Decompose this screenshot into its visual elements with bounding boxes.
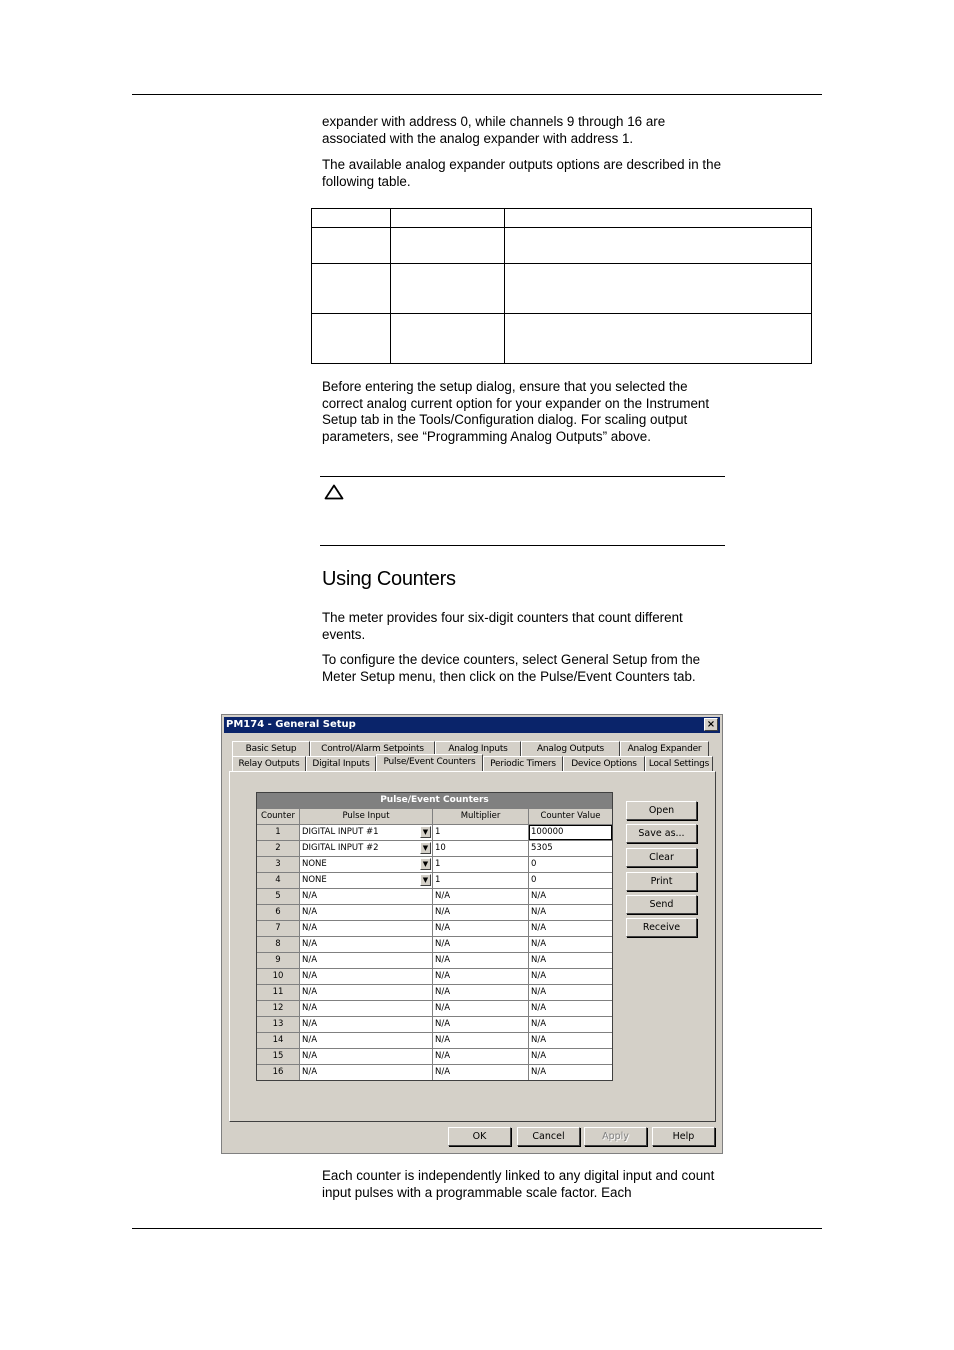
cell-text: N/A <box>531 1019 547 1029</box>
multiplier-field <box>433 1017 529 1032</box>
send-button[interactable]: Send <box>626 895 697 914</box>
cell-text: 10 <box>435 843 446 853</box>
cell-text: N/A <box>435 1035 451 1045</box>
counter-number <box>257 905 300 920</box>
cell-text: 11 <box>272 987 284 997</box>
multiplier-field[interactable] <box>433 873 529 888</box>
pulse-input-select <box>300 969 433 984</box>
cell-text: 1 <box>275 827 281 837</box>
table-row <box>257 968 612 984</box>
counter-value-field <box>529 1065 612 1080</box>
cell-text: N/A <box>435 1003 451 1013</box>
tab-periodic-timers[interactable]: Periodic Timers <box>483 756 563 771</box>
cell-text: N/A <box>435 907 451 917</box>
chevron-down-icon[interactable]: ▼ <box>420 826 431 838</box>
caution-icon <box>324 484 344 500</box>
cell-text: N/A <box>435 939 451 949</box>
multiplier-field <box>433 1033 529 1048</box>
receive-button[interactable]: Receive <box>626 918 697 937</box>
tab-basic-setup[interactable]: Basic Setup <box>232 741 310 756</box>
counter-number <box>257 937 300 952</box>
cell-text: NONE <box>302 859 327 869</box>
table-row <box>257 1016 612 1032</box>
cell-text: 1 <box>435 875 441 885</box>
counter-number <box>257 1033 300 1048</box>
cell-text: N/A <box>302 907 318 917</box>
cell-text: 2 <box>275 843 281 853</box>
cell-text: N/A <box>435 923 451 933</box>
cell-text: 5305 <box>531 843 553 853</box>
counter-number <box>257 889 300 904</box>
cell-text: 16 <box>272 1067 284 1077</box>
multiplier-field <box>433 969 529 984</box>
paragraph: To configure the device counters, select General Setup from the Meter Setup menu, then click on the Pulse/Event Counters tab. <box>322 652 701 684</box>
pulse-input-select <box>300 1017 433 1032</box>
table-row <box>257 872 612 888</box>
table-row <box>257 824 612 840</box>
cell-text: N/A <box>302 1019 318 1029</box>
column-header: Counter Value <box>529 809 612 824</box>
cell-text: 1 <box>435 827 441 837</box>
cell-text: N/A <box>531 955 547 965</box>
counter-value-field <box>529 1049 612 1064</box>
cell-text: N/A <box>531 1067 547 1077</box>
note-top-rule <box>320 476 725 477</box>
cell-text: 0 <box>531 875 537 885</box>
note-bottom-rule <box>320 545 725 546</box>
cell-text: 9 <box>275 955 281 965</box>
general-setup-dialog <box>221 714 723 1154</box>
table-row <box>257 840 612 856</box>
counter-value-field <box>529 985 612 1000</box>
counter-number <box>257 1049 300 1064</box>
pulse-input-select <box>300 905 433 920</box>
cell-text: 6 <box>275 907 281 917</box>
options-table <box>311 208 812 364</box>
grid-header-row <box>257 808 612 824</box>
table-row <box>257 888 612 904</box>
dialog-titlebar <box>224 717 720 733</box>
multiplier-field[interactable] <box>433 857 529 872</box>
pulse-input-select <box>300 1065 433 1080</box>
counter-value-field <box>529 953 612 968</box>
pulse-input-select[interactable] <box>300 841 433 856</box>
cell-text: 14 <box>272 1035 284 1045</box>
counter-value-field <box>529 905 612 920</box>
table-row <box>257 904 612 920</box>
pulse-input-select[interactable] <box>300 857 433 872</box>
top-rule <box>132 94 822 95</box>
cell-text: N/A <box>302 923 318 933</box>
table-row <box>257 936 612 952</box>
multiplier-field[interactable] <box>433 841 529 856</box>
tab-control-alarm-setpoints[interactable]: Control/Alarm Setpoints <box>310 741 435 756</box>
counter-value-field <box>529 1033 612 1048</box>
counter-value-field <box>529 889 612 904</box>
counter-value-field[interactable] <box>529 841 612 856</box>
paragraph: Each counter is independently linked to any digital input and count input pulses with a programmable scale factor. Each <box>322 1168 715 1200</box>
tab-local-settings[interactable]: Local Settings <box>645 756 713 771</box>
column-header: Counter <box>257 809 300 824</box>
cell-text: N/A <box>435 955 451 965</box>
cell-text: DIGITAL INPUT #1 <box>302 827 379 837</box>
tab-digital-inputs[interactable]: Digital Inputs <box>306 756 376 771</box>
counter-value-field[interactable] <box>529 825 612 840</box>
tab-pulse-event-counters[interactable]: Pulse/Event Counters <box>376 754 483 771</box>
cell-text: N/A <box>302 955 318 965</box>
counter-number <box>257 873 300 888</box>
cell-text: N/A <box>531 971 547 981</box>
cell-text: N/A <box>435 1051 451 1061</box>
pulse-input-select <box>300 889 433 904</box>
counter-value-field <box>529 1001 612 1016</box>
tab-analog-outputs[interactable]: Analog Outputs <box>521 741 620 756</box>
pulse-input-select[interactable] <box>300 873 433 888</box>
multiplier-field <box>433 889 529 904</box>
cell-text: N/A <box>531 907 547 917</box>
counter-value-field <box>529 1017 612 1032</box>
cell-text: 1 <box>435 859 441 869</box>
save-as-button[interactable]: Save as... <box>626 824 697 843</box>
cell-text: N/A <box>531 923 547 933</box>
grid-title: Pulse/Event Counters <box>257 793 612 808</box>
counter-number <box>257 857 300 872</box>
counter-value-field[interactable] <box>529 857 612 872</box>
counter-number <box>257 1001 300 1016</box>
cell-text: N/A <box>302 1035 318 1045</box>
cell-text: N/A <box>531 1003 547 1013</box>
cell-text: N/A <box>531 1051 547 1061</box>
paragraph: The meter provides four six-digit counters that count different events. <box>322 610 683 642</box>
cell-text: 0 <box>531 859 537 869</box>
section-heading: Using Counters <box>322 568 456 590</box>
cell-text: N/A <box>531 891 547 901</box>
counter-value-field <box>529 969 612 984</box>
print-button[interactable]: Print <box>626 872 697 891</box>
paragraph: expander with address 0, while channels 9 through 16 are associated with the analog expander with address 1. <box>322 114 666 146</box>
pulse-input-select <box>300 921 433 936</box>
pulse-input-select <box>300 1033 433 1048</box>
paragraph: The available analog expander outputs options are described in the following table. <box>322 157 722 189</box>
multiplier-field[interactable] <box>433 825 529 840</box>
cell-text: N/A <box>302 1051 318 1061</box>
cell-text: N/A <box>302 971 318 981</box>
cell-text: N/A <box>531 1035 547 1045</box>
cell-text: 10 <box>272 971 284 981</box>
chevron-down-icon[interactable]: ▼ <box>420 842 431 854</box>
pulse-input-select[interactable] <box>300 825 433 840</box>
cell-text: N/A <box>302 987 318 997</box>
counter-value-field <box>529 937 612 952</box>
pulse-input-select <box>300 1049 433 1064</box>
cell-text: N/A <box>435 1019 451 1029</box>
pulse-input-select <box>300 1001 433 1016</box>
chevron-down-icon[interactable]: ▼ <box>420 858 431 870</box>
chevron-down-icon[interactable]: ▼ <box>420 874 431 886</box>
cell-text: N/A <box>435 971 451 981</box>
counter-value-field[interactable] <box>529 873 612 888</box>
table-row <box>257 1032 612 1048</box>
multiplier-field <box>433 905 529 920</box>
table-row <box>257 952 612 968</box>
table-row <box>257 1064 612 1080</box>
cell-text: NONE <box>302 875 327 885</box>
cell-text: N/A <box>435 1067 451 1077</box>
multiplier-field <box>433 953 529 968</box>
counter-number <box>257 985 300 1000</box>
cell-text: DIGITAL INPUT #2 <box>302 843 379 853</box>
cell-text: 3 <box>275 859 281 869</box>
table-row <box>257 920 612 936</box>
tab-relay-outputs[interactable]: Relay Outputs <box>232 756 306 771</box>
table-row <box>257 856 612 872</box>
table-row <box>257 984 612 1000</box>
counters-grid <box>256 792 613 1081</box>
cell-text: 5 <box>275 891 281 901</box>
close-icon[interactable]: × <box>704 718 718 731</box>
table-row <box>257 1048 612 1064</box>
column-header: Pulse Input <box>300 809 433 824</box>
help-button[interactable]: Help <box>652 1127 715 1146</box>
multiplier-field <box>433 1065 529 1080</box>
apply-button[interactable]: Apply <box>584 1127 647 1146</box>
cell-text: N/A <box>435 987 451 997</box>
counter-number <box>257 841 300 856</box>
open-button[interactable]: Open <box>626 801 697 820</box>
clear-button[interactable]: Clear <box>626 848 697 867</box>
counter-number <box>257 921 300 936</box>
multiplier-field <box>433 1001 529 1016</box>
tab-analog-expander[interactable]: Analog Expander <box>620 741 709 756</box>
cell-text: 4 <box>275 875 281 885</box>
cell-text: N/A <box>531 939 547 949</box>
column-header: Multiplier <box>433 809 529 824</box>
dialog-title: PM174 - General Setup <box>226 719 356 730</box>
multiplier-field <box>433 985 529 1000</box>
counter-value-field <box>529 921 612 936</box>
pulse-input-select <box>300 937 433 952</box>
cell-text: N/A <box>302 1067 318 1077</box>
cancel-button[interactable]: Cancel <box>517 1127 580 1146</box>
cell-text: N/A <box>302 939 318 949</box>
cell-text: 15 <box>272 1051 284 1061</box>
multiplier-field <box>433 1049 529 1064</box>
counter-number <box>257 953 300 968</box>
cell-text: N/A <box>531 987 547 997</box>
counter-number <box>257 825 300 840</box>
pulse-input-select <box>300 953 433 968</box>
counter-number <box>257 1065 300 1080</box>
tab-device-options[interactable]: Device Options <box>563 756 645 771</box>
cell-text: 8 <box>275 939 281 949</box>
cell-text: N/A <box>302 891 318 901</box>
multiplier-field <box>433 937 529 952</box>
cell-text: 100000 <box>531 827 564 837</box>
cell-text: 7 <box>275 923 281 933</box>
counter-number <box>257 969 300 984</box>
cell-text: 13 <box>272 1019 284 1029</box>
cell-text: N/A <box>435 891 451 901</box>
cell-text: 12 <box>272 1003 284 1013</box>
cell-text: N/A <box>302 1003 318 1013</box>
multiplier-field <box>433 921 529 936</box>
bottom-rule <box>132 1228 822 1229</box>
counter-number <box>257 1017 300 1032</box>
paragraph: Before entering the setup dialog, ensure that you selected the correct analog current option for your expander on the Instrument Setup tab in the Tools/Configuration dialog. For scaling output parameters, see “Programming Analog Outputs” above. <box>322 379 710 444</box>
ok-button[interactable]: OK <box>448 1127 511 1146</box>
tab-analog-inputs[interactable]: Analog Inputs <box>435 741 521 756</box>
table-row <box>257 1000 612 1016</box>
pulse-input-select <box>300 985 433 1000</box>
